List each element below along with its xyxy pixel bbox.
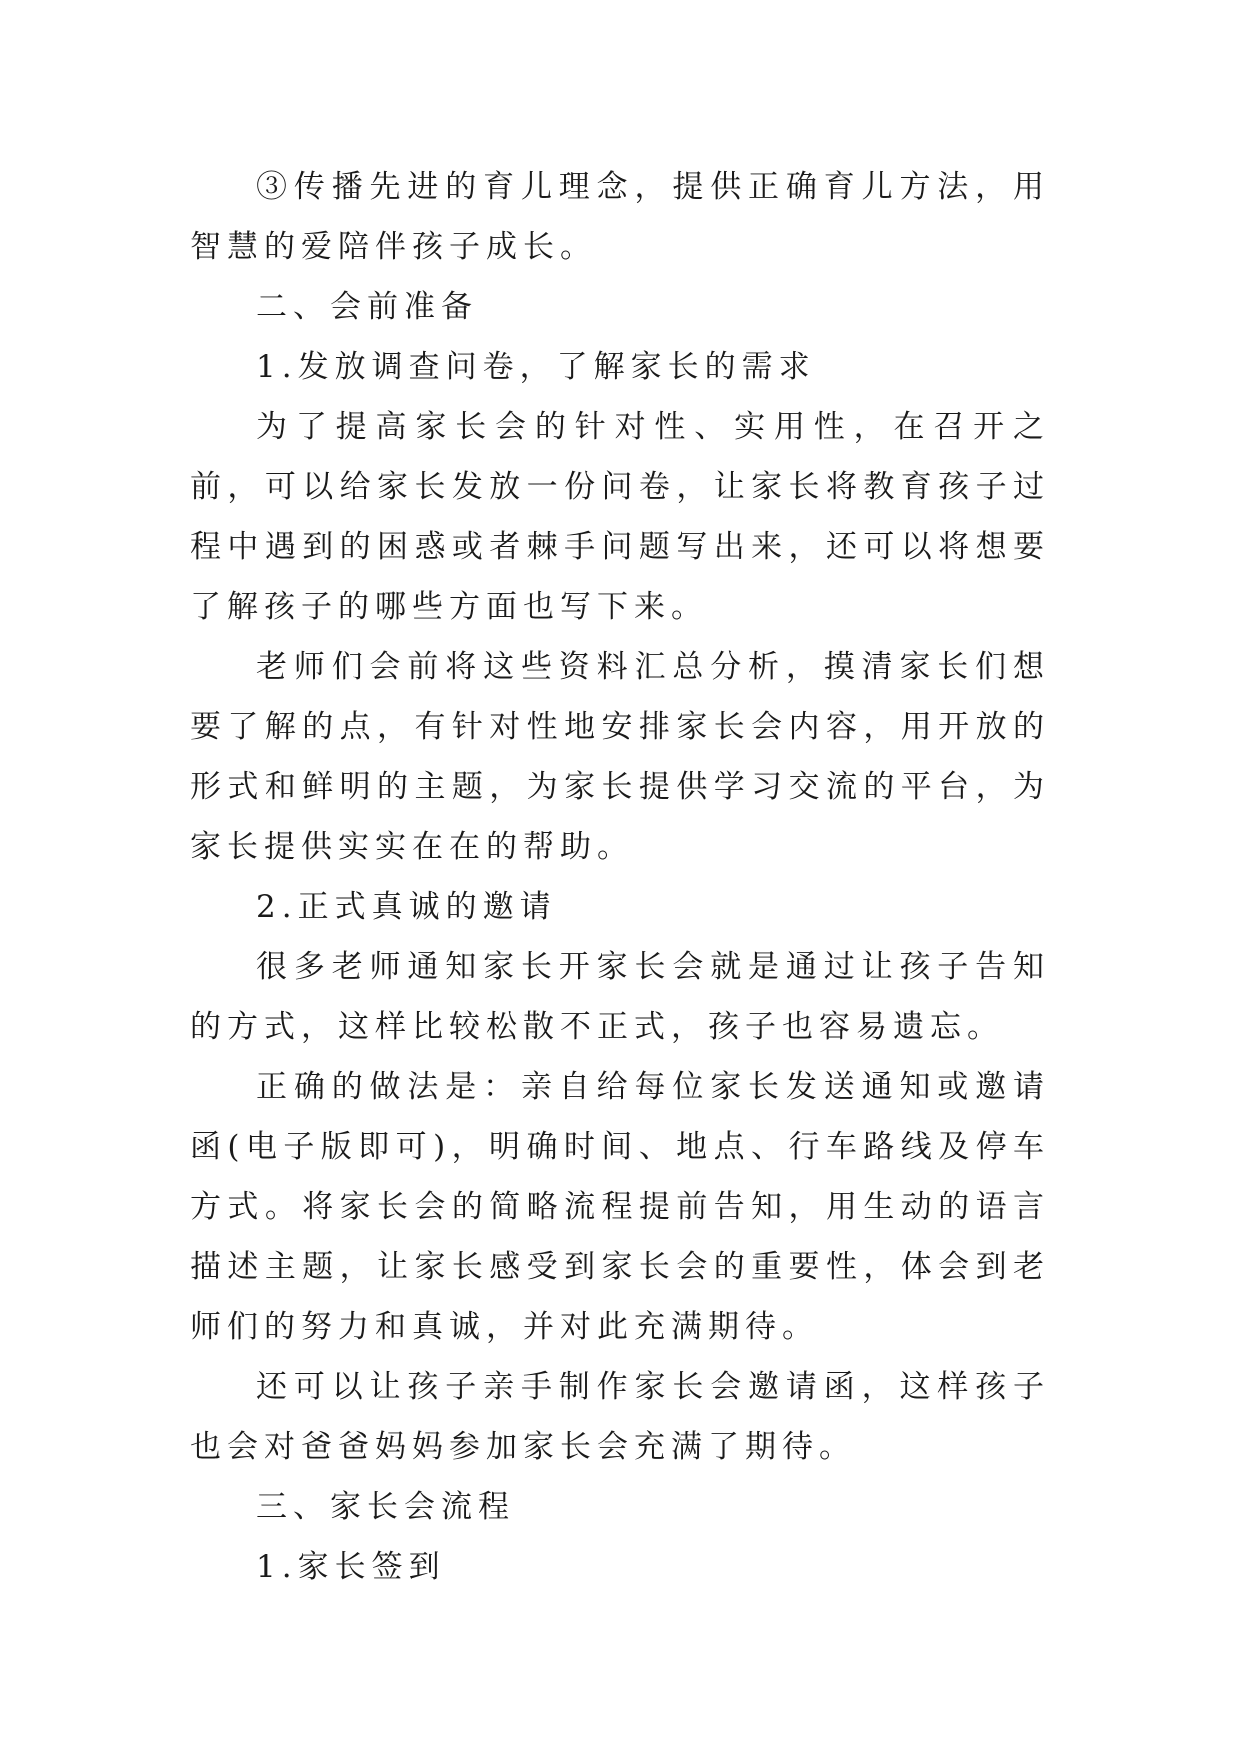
paragraph-notification: 很多老师通知家长开家长会就是通过让孩子告知的方式，这样比较松散不正式，孩子也容易遗忘。 [190, 949, 1050, 1045]
section-heading-process: 三、家长会流程 [256, 1489, 515, 1525]
subheading-questionnaire: 1.发放调查问卷，了解家长的需求 [256, 349, 816, 385]
paragraph-child-invitation: 还可以让孩子亲手制作家长会邀请函，这样孩子也会对爸爸妈妈参加家长会充满了期待。 [190, 1369, 1050, 1465]
paragraph-analysis: 老师们会前将这些资料汇总分析，摸清家长们想要了解的点，有针对性地安排家长会内容，用开放的形式和鲜明的主题，为家长提供学习交流的平台，为家长提供实实在在的帮助。 [190, 649, 1050, 865]
paragraph-correct-method: 正确的做法是：亲自给每位家长发送通知或邀请函(电子版即可)，明确时间、地点、行车路线及停车方式。将家长会的简略流程提前告知，用生动的语言描述主题，让家长感受到家长会的重要性，体会到老师们的努力和真诚，并对此充满期待。 [190, 1069, 1050, 1345]
paragraph-goal-3: ③传播先进的育儿理念，提供正确育儿方法，用智慧的爱陪伴孩子成长。 [190, 169, 1050, 265]
paragraph-questionnaire: 为了提高家长会的针对性、实用性，在召开之前，可以给家长发放一份问卷，让家长将教育孩子过程中遇到的困惑或者棘手问题写出来，还可以将想要了解孩子的哪些方面也写下来。 [190, 409, 1050, 625]
document-body [190, 157, 1050, 1597]
section-heading-preparation: 二、会前准备 [256, 289, 478, 325]
subheading-invitation: 2.正式真诚的邀请 [256, 889, 557, 925]
subheading-sign-in: 1.家长签到 [256, 1549, 446, 1585]
